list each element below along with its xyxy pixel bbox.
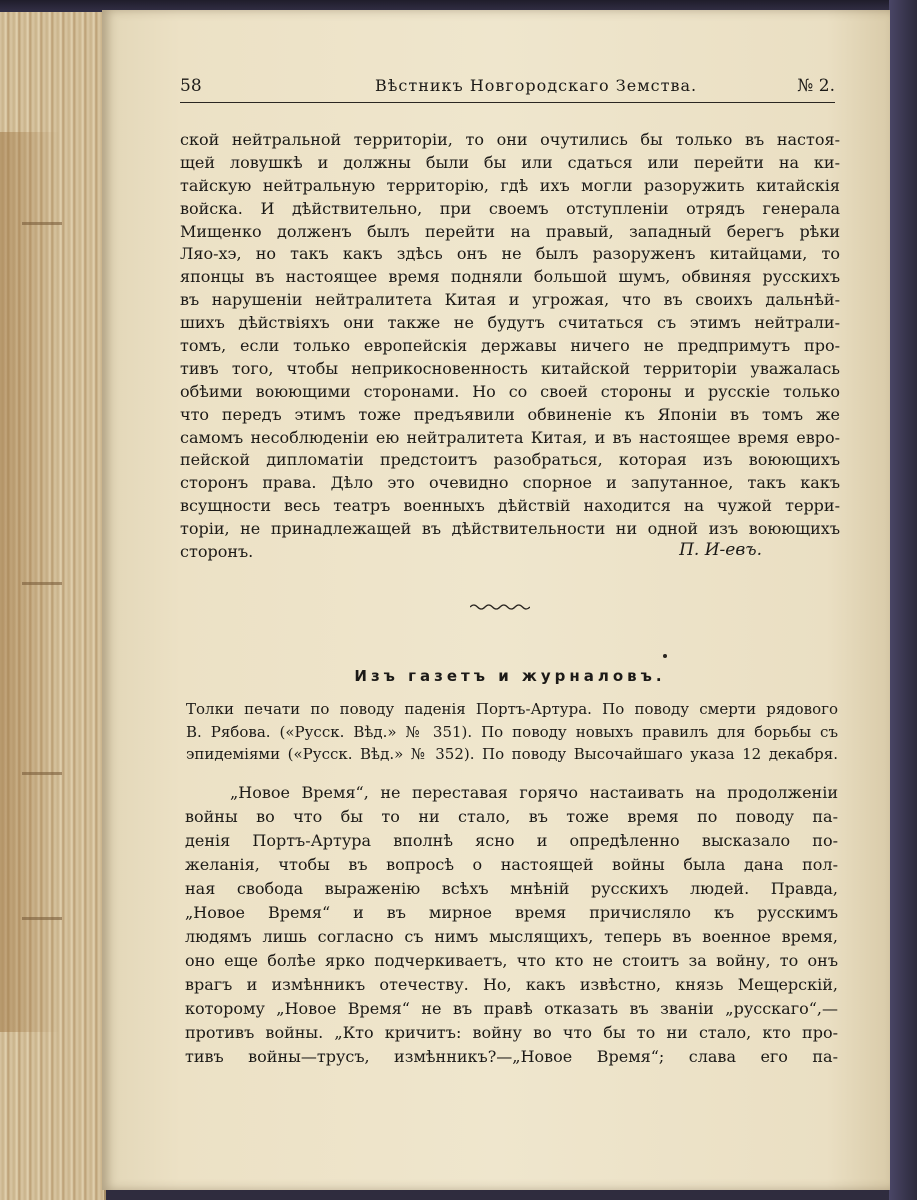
continued-article	[180, 129, 840, 564]
text-line: тайскую нейтральную территорію, гдѣ ихъ могли разоружить китайскія	[180, 175, 840, 195]
text-line: тивъ того, чтобы неприкосновенность китайской территоріи уважалась	[180, 358, 840, 378]
text-line: сторонъ.	[180, 542, 254, 562]
article-line: которому „Новое Время“ не въ правѣ отказать въ званіи „русскаго“,—	[185, 999, 838, 1018]
article-line: ная свобода выраженію всѣхъ мнѣній русскихъ людей. Правда,	[185, 879, 838, 898]
article-line: войны во что бы то ни стало, въ тоже время по поводу па-	[185, 807, 838, 826]
article-line: врагъ и измѣнникъ отечеству. Но, какъ извѣстно, князь Мещерскій,	[185, 975, 838, 994]
header-rule	[180, 102, 835, 103]
text-line: торіи, не принадлежащей въ дѣйствительности ни одной изъ воюющихъ	[180, 519, 840, 539]
text-line: самомъ несоблюденіи ею нейтралитета Китая, и въ настоящее время евро-	[180, 427, 840, 447]
article-line: оно еще болѣе ярко подчеркиваетъ, что кто не стоитъ за войну, то онъ	[185, 951, 838, 970]
book-cover-edge	[889, 0, 917, 1200]
journal-page	[102, 10, 890, 1190]
text-line: шихъ дѣйствіяхъ они также не будутъ считаться съ этимъ нейтрали-	[180, 313, 840, 333]
author-signature: П. И-евъ.	[679, 540, 762, 560]
edge-tear	[22, 222, 62, 225]
issue-number: № 2.	[797, 76, 835, 96]
summary-line: Толки печати по поводу паденія Портъ-Артура. По поводу смерти рядового	[186, 700, 838, 718]
article-line: тивъ войны—трусъ, измѣнникъ?—„Новое Время“; слава его па-	[185, 1047, 838, 1066]
article-line: желанія, чтобы въ вопросѣ о настоящей войны была дана пол-	[185, 855, 838, 874]
article-line: „Новое Время“, не переставая горячо настаивать на продолженіи	[230, 783, 838, 802]
text-line: томъ, если только европейскія державы ничего не предпримутъ про-	[180, 336, 840, 356]
summary-line: В. Рябова. («Русск. Вѣд.» № 351). По поводу новыхъ правилъ для борьбы съ	[186, 722, 838, 741]
article-body	[185, 781, 838, 1069]
text-line: Ляо-хэ, но такъ какъ здѣсь онъ не былъ разоруженъ китайцами, то	[180, 244, 840, 264]
text-line: японцы въ настоящее время подняли большой шумъ, обвиняя русскихъ	[180, 267, 840, 287]
wavy-divider-icon	[470, 602, 530, 612]
text-line: что передъ этимъ тоже предъявили обвиненіе къ Японіи въ томъ же	[180, 404, 840, 424]
text-line: обѣими воюющими сторонами. Но со своей стороны и русскіе только	[180, 381, 840, 401]
section-summary	[186, 698, 838, 766]
text-line: въ нарушеніи нейтралитета Китая и угрожая, что въ своихъ дальнѣй-	[180, 290, 840, 310]
text-line: войска. И дѣйствительно, при своемъ отступленіи отрядъ генерала	[180, 198, 840, 218]
ink-dot	[663, 654, 667, 658]
text-line: щей ловушкѣ и должны были бы или сдаться или перейти на ки-	[180, 152, 840, 172]
journal-title: Вѣстникъ Новгородскаго Земства.	[375, 76, 698, 95]
page-number: 58	[180, 76, 202, 96]
article-line: денія Портъ-Артура вполнѣ ясно и опредѣленно высказало по-	[185, 831, 838, 850]
page-edges	[0, 12, 106, 1200]
text-line: всущности весь театръ военныхъ дѣйствій находится на чужой терри-	[180, 496, 840, 516]
text-line: Мищенко долженъ былъ перейти на правый, западный берегъ рѣки	[180, 221, 840, 241]
text-line: пейской дипломатіи предстоитъ разобраться, которая изъ воюющихъ	[180, 450, 840, 470]
summary-line: эпидеміями («Русск. Вѣд.» № 352). По поводу Высочайшаго указа 12 декабря.	[186, 745, 838, 763]
edge-tear	[22, 917, 62, 920]
article-line: „Новое Время“ и въ мирное время причисляло къ русскимъ	[185, 903, 838, 922]
edge-tear	[22, 772, 62, 775]
edge-tear	[22, 582, 62, 585]
text-line: сторонъ права. Дѣло это очевидно спорное и запутанное, такъ какъ	[180, 473, 840, 493]
article-line: людямъ лишь согласно съ нимъ мыслящихъ, теперь въ военное время,	[185, 927, 838, 946]
running-header	[180, 76, 835, 104]
section-title: Изъ газетъ и журналовъ.	[354, 667, 666, 685]
text-line: ской нейтральной территоріи, то они очутились бы только въ настоя-	[180, 130, 840, 149]
article-line: противъ войны. „Кто кричитъ: войну во что бы то ни стало, кто про-	[185, 1023, 838, 1042]
